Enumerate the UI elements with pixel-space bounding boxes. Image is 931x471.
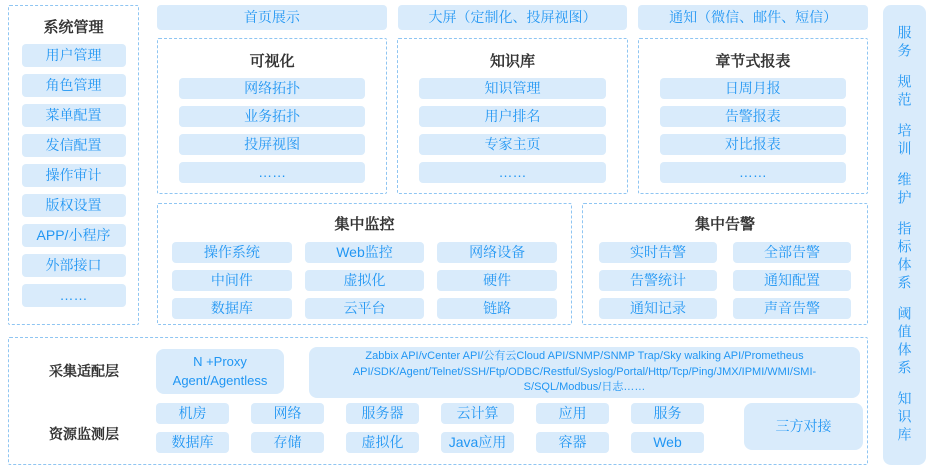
system-item-more: …… xyxy=(22,284,126,307)
proxy-agent-tile: N +Proxy Agent/Agentless xyxy=(156,349,284,394)
alarm-item-sound: 声音告警 xyxy=(733,298,851,319)
right-item-indicator-system: 指标体系 xyxy=(896,221,913,293)
central-alarm-title: 集中告警 xyxy=(694,216,755,233)
monitor-item-middleware: 中间件 xyxy=(172,270,292,291)
system-management-panel xyxy=(8,5,139,325)
knowledge-item-user-ranking: 用户排名 xyxy=(419,106,605,127)
resource-item-database: 数据库 xyxy=(156,432,229,453)
right-item-threshold-system: 阈值体系 xyxy=(896,306,913,378)
report-item-alarm-report: 告警报表 xyxy=(660,106,846,127)
resource-item-cloud-computing: 云计算 xyxy=(441,403,514,424)
monitor-item-virtualization: 虚拟化 xyxy=(305,270,425,291)
alarm-item-all: 全部告警 xyxy=(733,242,851,263)
visualization-title: 可视化 xyxy=(249,53,295,70)
central-monitor-box xyxy=(157,203,572,325)
resource-item-java-app: Java应用 xyxy=(441,432,514,453)
report-item-more: …… xyxy=(660,162,846,183)
right-item-maintenance: 维护 xyxy=(896,172,913,208)
system-item-user-management: 用户管理 xyxy=(22,44,126,67)
resource-item-server: 服务器 xyxy=(346,403,419,424)
report-box xyxy=(638,38,868,194)
alarm-item-notify-record: 通知记录 xyxy=(599,298,717,319)
system-item-menu-config: 菜单配置 xyxy=(22,104,126,127)
central-alarm-box xyxy=(582,203,868,325)
right-item-training: 培训 xyxy=(896,123,913,159)
resource-row-1 xyxy=(156,403,704,424)
knowledge-item-expert-homepage: 专家主页 xyxy=(419,134,605,155)
monitor-alarm-row xyxy=(157,203,868,325)
collection-resource-panel xyxy=(8,337,868,465)
visualization-item-business-topology: 业务拓扑 xyxy=(179,106,365,127)
big-screen-tile: 大屏（定制化、投屏视图） xyxy=(398,5,628,30)
system-item-external-interface: 外部接口 xyxy=(22,254,126,277)
alarm-item-statistics: 告警统计 xyxy=(599,270,717,291)
system-item-app-miniprogram: APP/小程序 xyxy=(22,224,126,247)
monitor-item-cloud-platform: 云平台 xyxy=(305,298,425,319)
home-display-tile: 首页展示 xyxy=(157,5,387,30)
knowledge-base-title: 知识库 xyxy=(489,53,535,70)
resource-item-application: 应用 xyxy=(536,403,609,424)
monitor-item-os: 操作系统 xyxy=(172,242,292,263)
alarm-grid xyxy=(583,234,867,319)
resource-item-service: 服务 xyxy=(631,403,704,424)
main-area xyxy=(157,5,868,325)
resource-row-2 xyxy=(156,432,704,453)
visualization-item-screen-view: 投屏视图 xyxy=(179,134,365,155)
resource-grid xyxy=(156,403,704,453)
central-monitor-title: 集中监控 xyxy=(334,216,395,233)
system-management-title: 系统管理 xyxy=(43,19,104,36)
system-item-operation-audit: 操作审计 xyxy=(22,164,126,187)
right-service-sidebar xyxy=(883,5,926,465)
resource-item-storage: 存储 xyxy=(251,432,324,453)
system-item-role-management: 角色管理 xyxy=(22,74,126,97)
report-item-daily-weekly-monthly: 日周月报 xyxy=(660,78,846,99)
feature-row xyxy=(157,38,868,194)
right-item-service: 服务 xyxy=(896,25,913,61)
third-party-tile: 三方对接 xyxy=(744,403,863,450)
report-title: 章节式报表 xyxy=(715,53,791,70)
resource-item-virtualization: 虚拟化 xyxy=(346,432,419,453)
system-item-mail-config: 发信配置 xyxy=(22,134,126,157)
resource-item-web: Web xyxy=(631,432,704,453)
visualization-box xyxy=(157,38,387,194)
alarm-item-notify-config: 通知配置 xyxy=(733,270,851,291)
knowledge-base-box xyxy=(397,38,627,194)
visualization-item-more: …… xyxy=(179,162,365,183)
resource-item-container: 容器 xyxy=(536,432,609,453)
report-item-comparison-report: 对比报表 xyxy=(660,134,846,155)
right-item-standards: 规范 xyxy=(896,74,913,110)
visualization-item-network-topology: 网络拓扑 xyxy=(179,78,365,99)
monitor-item-link: 链路 xyxy=(437,298,557,319)
monitor-grid xyxy=(158,234,571,319)
system-item-copyright-settings: 版权设置 xyxy=(22,194,126,217)
resource-item-server-room: 机房 xyxy=(156,403,229,424)
notification-tile: 通知（微信、邮件、短信） xyxy=(638,5,868,30)
monitor-item-network-device: 网络设备 xyxy=(437,242,557,263)
right-item-knowledge-base: 知识库 xyxy=(896,391,913,445)
resource-layer-label: 资源监测层 xyxy=(49,426,119,442)
monitor-item-web: Web监控 xyxy=(305,242,425,263)
monitor-item-hardware: 硬件 xyxy=(437,270,557,291)
resource-item-network: 网络 xyxy=(251,403,324,424)
knowledge-item-more: …… xyxy=(419,162,605,183)
monitor-item-database: 数据库 xyxy=(172,298,292,319)
protocols-tile: Zabbix API/vCenter API/公有云Cloud API/SNMP/SNMP Trap/Sky walking API/Prometheus API/SDK/Agent/Telnet/SSH/Ftp/ODBC/Restful/Syslog/Portal/Http/Tcp/Ping/JMX/IPMI/WMI/SMI-S/SQL/Modbus/日志…… xyxy=(309,347,860,398)
knowledge-item-management: 知识管理 xyxy=(419,78,605,99)
collect-layer-label: 采集适配层 xyxy=(49,363,119,379)
alarm-item-realtime: 实时告警 xyxy=(599,242,717,263)
top-row xyxy=(157,5,868,30)
